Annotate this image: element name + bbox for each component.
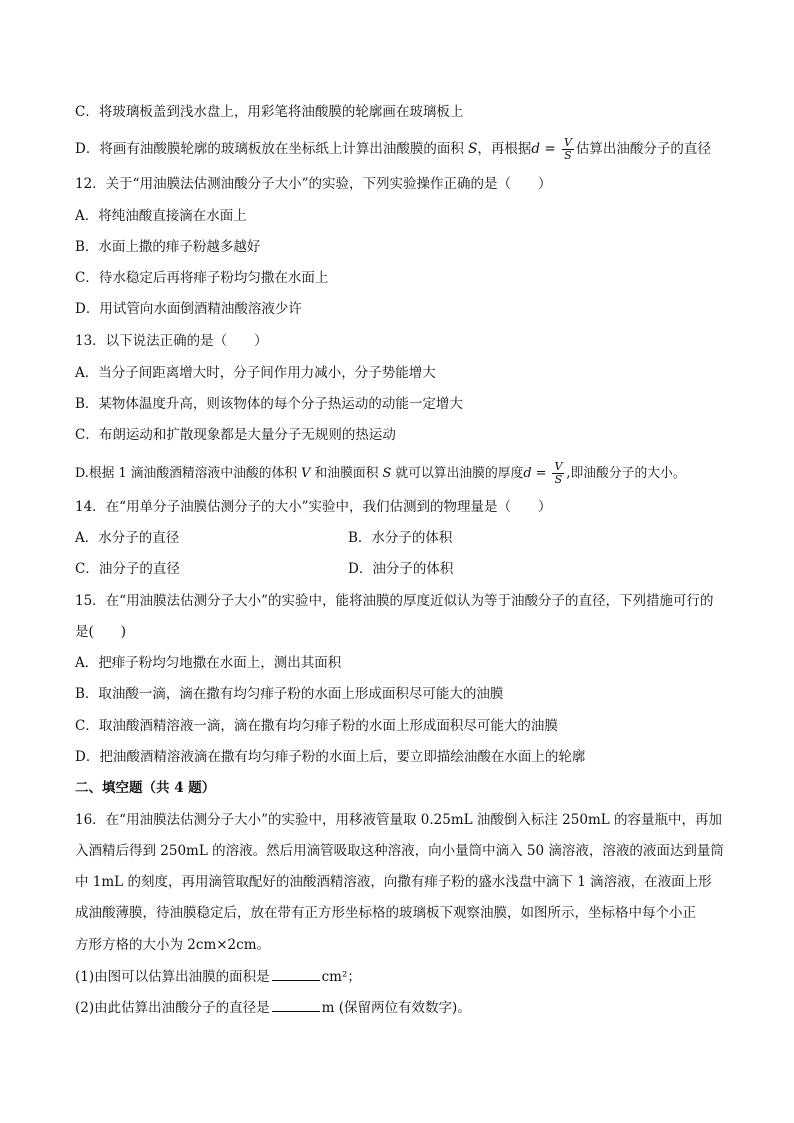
q16-subquestion-2: (2)由此估算出油酸分子的直径是 m (保留两位有效数字)。: [75, 997, 471, 1018]
q15-option-b: B．取油酸一滴，滴在撒有均匀痱子粉的水面上形成面积尽可能大的油膜: [75, 686, 504, 702]
q16-line3: 中 1mL 的刻度，再用滴管取配好的油酸酒精溶液，向撒有痱子粉的盛水浅盘中滴下 1 滴溶液，在液面上形: [75, 874, 712, 890]
q11-option-d: D．将画有油酸膜轮廓的玻璃板放在坐标纸上计算出油酸膜的面积 S，再根据d = $\frac{V}{S}$ 估算出油酸分子的直径: [75, 136, 711, 162]
q14-stem: 14．在“用单分子油膜估测分子的大小”实验中，我们估测到的物理量是（ ）: [75, 499, 552, 515]
q14-option-a: A．水分子的直径: [75, 530, 180, 546]
answer-blank[interactable]: [272, 966, 320, 981]
q16-line4: 成油酸薄膜，待油膜稳定后，放在带有正方形坐标格的玻璃板下观察油膜，如图所示，坐标格中每个小正: [75, 905, 696, 921]
section-title: 二、填空题（共 4 题）: [75, 780, 216, 796]
q16-line1: 16．在“用油膜法估测分子大小”的实验中，用移液管量取 0.25mL 油酸倒入标注 250mL 的容量瓶中，再加: [75, 812, 723, 828]
q13-option-d: D.根据 1 滴油酸酒精溶液中油酸的体积 V 和油膜面积 S 就可以算出油膜的厚度d = $\frac{V}{S}$ ,即油酸分子的大小。: [75, 460, 686, 486]
q12-option-d: D．用试管向水面倒酒精油酸溶液少许: [75, 301, 302, 317]
q15-option-a: A．把痱子粉均匀地撒在水面上，测出其面积: [75, 655, 342, 671]
q11-option-c: C．将玻璃板盖到浅水盘上，用彩笔将油酸膜的轮廓画在玻璃板上: [75, 104, 464, 120]
q13-option-a: A．当分子间距离增大时，分子间作用力减小，分子势能增大: [75, 365, 436, 381]
q12-stem: 12．关于“用油膜法估测油酸分子大小”的实验，下列实验操作正确的是（ ）: [75, 176, 552, 192]
q12-option-b: B．水面上撒的痱子粉越多越好: [75, 239, 261, 255]
q13-stem: 13．以下说法正确的是（ ）: [75, 333, 268, 349]
q15-stem-line2: 是( ): [75, 624, 127, 640]
q16-line2: 入酒精后得到 250mL 的溶液。然后用滴管吸取这种溶液，向小量筒中滴入 50 滴溶液，溶液的液面达到量筒: [75, 843, 724, 859]
q13-option-c: C．布朗运动和扩散现象都是大量分子无规则的热运动: [75, 427, 396, 443]
answer-blank[interactable]: [272, 997, 320, 1012]
q15-option-c: C．取油酸酒精溶液一滴，滴在撒有均匀痱子粉的水面上形成面积尽可能大的油膜: [75, 718, 558, 734]
q12-option-c: C．待水稳定后再将痱子粉均匀撒在水面上: [75, 270, 329, 286]
q13-option-b: B．某物体温度升高，则该物体的每个分子热运动的动能一定增大: [75, 396, 463, 412]
q14-option-d: D．油分子的体积: [348, 561, 454, 577]
q15-option-d: D．把油酸酒精溶液滴在撒有均匀痱子粉的水面上后，要立即描绘油酸在水面上的轮廓: [75, 749, 586, 765]
q14-option-b: B．水分子的体积: [348, 530, 453, 546]
formula-fraction: $\frac{V}{S}$: [563, 136, 572, 162]
q15-stem-line1: 15．在“用油膜法估测分子大小”的实验中，能将油膜的厚度近似认为等于油酸分子的直径，下列措施可行的: [75, 593, 714, 609]
q14-option-c: C．油分子的直径: [75, 561, 180, 577]
q16-subquestion-1: (1)由图可以估算出油膜的面积是 cm²；: [75, 966, 361, 987]
q12-option-a: A．将纯油酸直接滴在水面上: [75, 208, 247, 224]
q16-line5: 方形方格的大小为 2cm×2cm。: [75, 937, 271, 953]
formula-fraction: $\frac{V}{S}$: [554, 460, 563, 486]
